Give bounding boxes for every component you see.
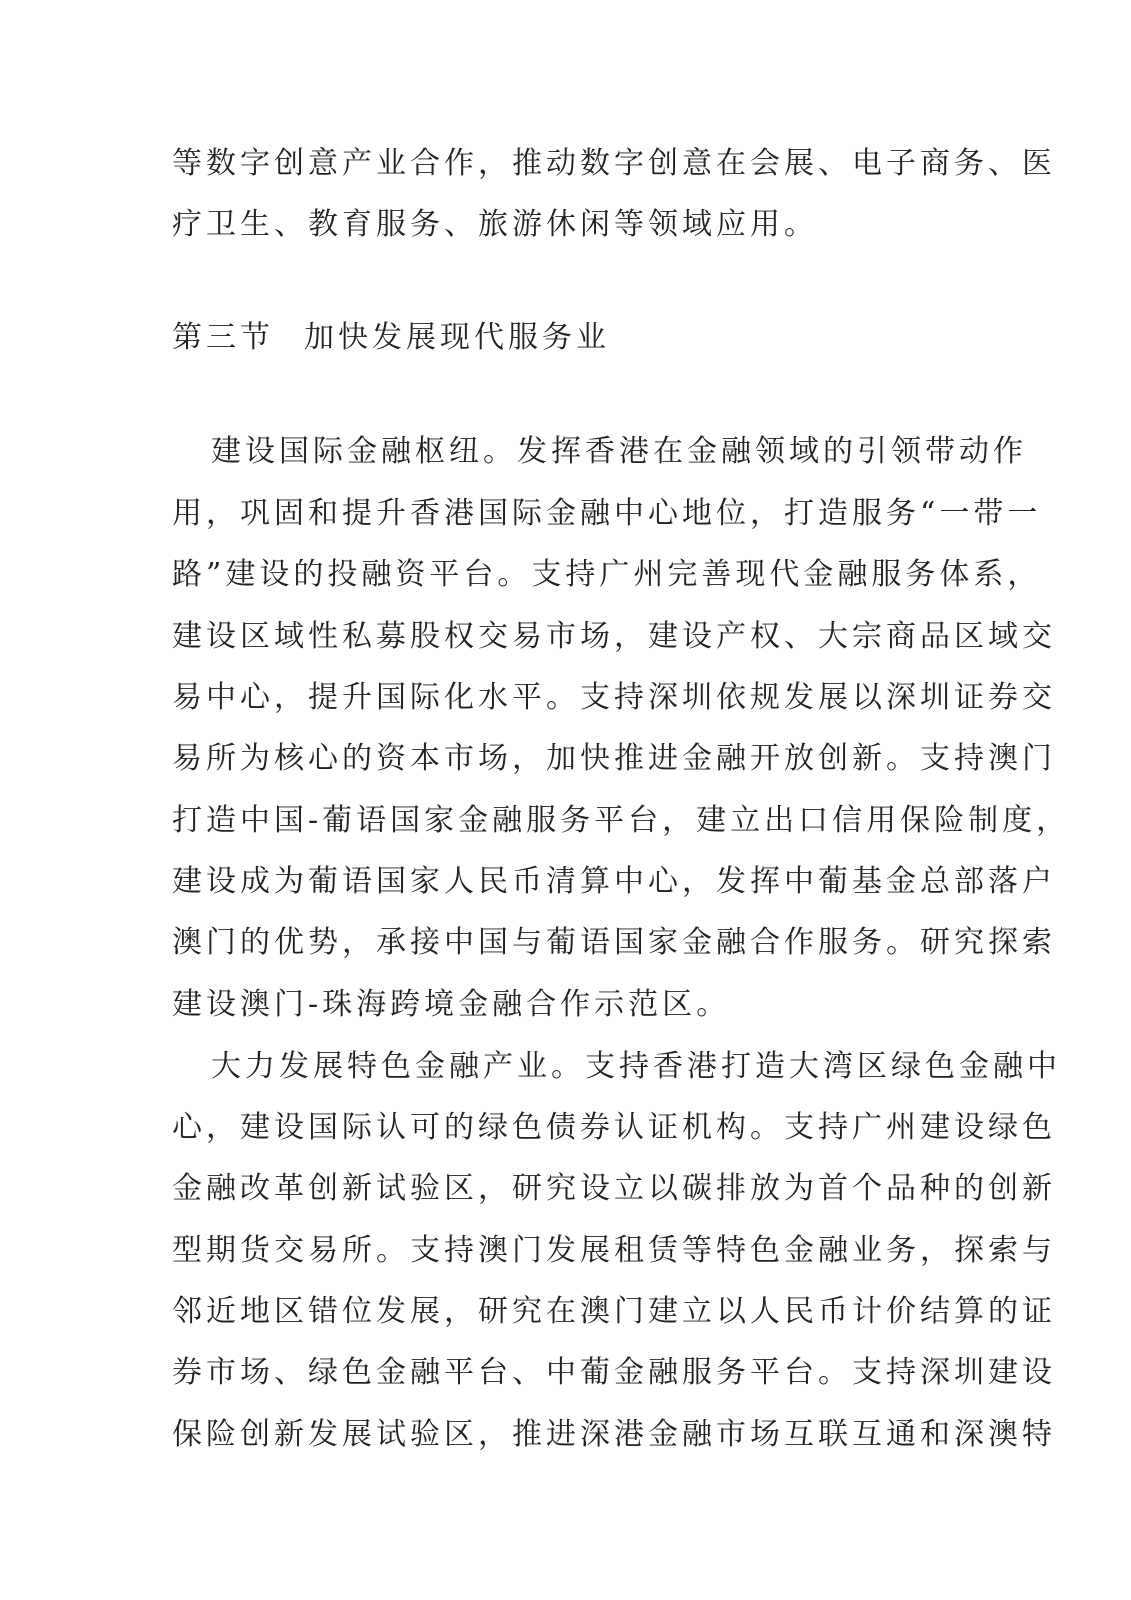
paragraph-2-line: 型期货交易所。支持澳门发展租赁等特色金融业务，探索与	[172, 1233, 1056, 1268]
section-heading	[172, 320, 610, 356]
paragraph-1-line: 易中心，提升国际化水平。支持深圳依规发展以深圳证券交	[172, 680, 1056, 715]
intro-line: 疗卫生、教育服务、旅游休闲等领域应用。	[172, 207, 818, 242]
paragraph-1-line: 澳门的优势，承接中国与葡语国家金融合作服务。研究探索	[172, 925, 1056, 960]
paragraph-2-line: 邻近地区错位发展，研究在澳门建立以人民币计价结算的证	[172, 1294, 1056, 1329]
paragraph-1-line: 路”建设的投融资平台。支持广州完善现代金融服务体系，	[172, 557, 1042, 592]
paragraph-1-line: 建设国际金融枢纽。发挥香港在金融领域的引领带动作	[211, 434, 1027, 469]
paragraph-2-line: 保险创新发展试验区，推进深港金融市场互联互通和深澳特	[172, 1417, 1056, 1452]
paragraph-1-line: 建设澳门-珠海跨境金融合作示范区。	[172, 987, 731, 1022]
paragraph-1-line: 建设区域性私募股权交易市场，建设产权、大宗商品区域交	[172, 619, 1056, 654]
paragraph-1-line: 建设成为葡语国家人民币清算中心，发挥中葡基金总部落户	[172, 864, 1056, 899]
paragraph-2-line: 券市场、绿色金融平台、中葡金融服务平台。支持深圳建设	[172, 1355, 1056, 1390]
intro-line: 等数字创意产业合作，推动数字创意在会展、电子商务、医	[172, 146, 1056, 181]
section-number: 第三节	[172, 320, 274, 355]
paragraph-2-line: 金融改革创新试验区，研究设立以碳排放为首个品种的创新	[172, 1171, 1056, 1206]
paragraph-2-line: 心，建设国际认可的绿色债券认证机构。支持广州建设绿色	[172, 1110, 1056, 1145]
paragraph-1-line: 易所为核心的资本市场，加快推进金融开放创新。支持澳门	[172, 741, 1056, 776]
paragraph-2-line: 大力发展特色金融产业。支持香港打造大湾区绿色金融中	[211, 1049, 1061, 1084]
paragraph-1-line: 用，巩固和提升香港国际金融中心地位，打造服务“一带一	[172, 496, 1042, 531]
paragraph-1-line: 打造中国-葡语国家金融服务平台，建立出口信用保险制度，	[172, 803, 1071, 838]
section-title: 加快发展现代服务业	[304, 320, 610, 355]
